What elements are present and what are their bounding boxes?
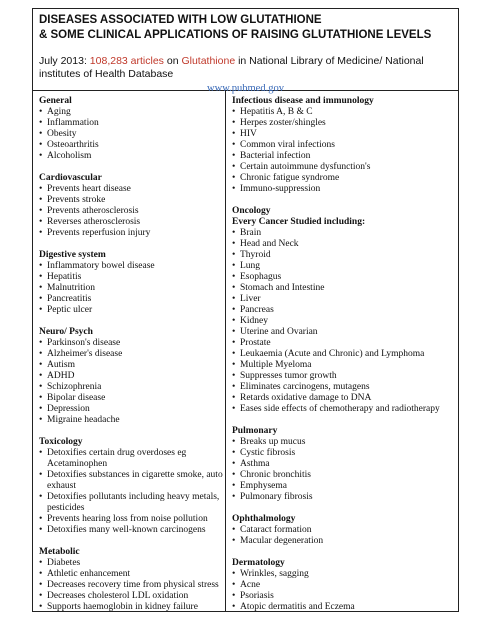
list-item: • Pancreatitis — [39, 294, 225, 305]
section-heading: Dermatology — [232, 558, 285, 568]
right-column — [226, 91, 458, 611]
list-item: • Suppresses tumor growth — [232, 371, 458, 382]
list-item: • Wrinkles, sagging — [232, 569, 458, 580]
title-line-1: DISEASES ASSOCIATED WITH LOW GLUTATHIONE — [39, 14, 322, 26]
list-item: • Parkinson's disease — [39, 338, 225, 349]
bullet-list — [232, 525, 458, 547]
section-cardiovascular — [33, 173, 225, 239]
section-heading: Toxicology — [39, 437, 83, 447]
list-item: • Detoxifies many well-known carcinogens — [39, 525, 225, 536]
left-column — [33, 91, 226, 611]
list-item: • Emphysema — [232, 481, 458, 492]
list-item: • Multiple Myeloma — [232, 360, 458, 371]
bullet-list — [39, 338, 225, 426]
section-infectious-disease-and-immunology — [226, 96, 458, 195]
list-item: • Alzheimer's disease — [39, 349, 225, 360]
section-oncology — [226, 206, 458, 415]
section-dermatology — [226, 558, 458, 613]
bullet-list — [39, 448, 225, 536]
section-pulmonary — [226, 426, 458, 503]
content-columns — [33, 91, 458, 611]
section-toxicology — [33, 437, 225, 536]
section-heading: Cardiovascular — [39, 173, 102, 183]
list-item: • Head and Neck — [232, 239, 458, 250]
list-item: • Common viral infections — [232, 140, 458, 151]
bullet-list — [39, 558, 225, 613]
list-item: • Bacterial infection — [232, 151, 458, 162]
list-item: • HIV — [232, 129, 458, 140]
section-heading: General — [39, 96, 72, 106]
bullet-list — [39, 184, 225, 239]
list-item: • Prostate — [232, 338, 458, 349]
list-item: • Inflammation — [39, 118, 225, 129]
document-header — [33, 9, 458, 94]
list-item: • Osteoarthritis — [39, 140, 225, 151]
list-item: • Cystic fibrosis — [232, 448, 458, 459]
section-heading: Pulmonary — [232, 426, 278, 436]
section-digestive-system — [33, 250, 225, 316]
list-item: • Chronic bronchitis — [232, 470, 458, 481]
section-neuro-psych — [33, 327, 225, 426]
list-item: • Autism — [39, 360, 225, 371]
section-heading: Ophthalmology — [232, 514, 296, 524]
list-item: • Prevents heart disease — [39, 184, 225, 195]
section-ophthalmology — [226, 514, 458, 547]
list-item: • Thyroid — [232, 250, 458, 261]
search-term: Glutathione — [181, 55, 236, 67]
list-item: • Immuno-suppression — [232, 184, 458, 195]
bullet-list — [232, 569, 458, 613]
list-item: • Eliminates carcinogens, mutagens — [232, 382, 458, 393]
bullet-list — [232, 228, 458, 415]
bullet-list — [232, 437, 458, 503]
section-heading: Infectious disease and immunology — [232, 96, 374, 106]
list-item: • Breaks up mucus — [232, 437, 458, 448]
list-item: • Prevents atherosclerosis — [39, 206, 225, 217]
info-prefix: July 2013: — [39, 55, 90, 67]
title-line-2: & SOME CLINICAL APPLICATIONS OF RAISING GLUTATHIONE LEVELS — [39, 29, 432, 41]
list-item: • Athletic enhancement — [39, 569, 225, 580]
list-item: • Lung — [232, 261, 458, 272]
section-heading: Oncology — [232, 206, 271, 216]
section-metabolic — [33, 547, 225, 613]
list-item: • Psoriasis — [232, 591, 458, 602]
list-item: • Chronic fatigue syndrome — [232, 173, 458, 184]
list-item: • Decreases recovery time from physical stress — [39, 580, 225, 591]
list-item: • Leukaemia (Acute and Chronic) and Lymphoma — [232, 349, 458, 360]
bullet-list — [39, 261, 225, 316]
list-item: • Hepatitis A, B & C — [232, 107, 458, 118]
list-item: • Detoxifies certain drug overdoses eg Acetaminophen — [39, 448, 225, 470]
info-suffix: in National Library of Medicine/ National institutes of Health Database — [39, 55, 424, 80]
list-item: • Depression — [39, 404, 225, 415]
list-item: • Peptic ulcer — [39, 305, 225, 316]
list-item: • Pulmonary fibrosis — [232, 492, 458, 503]
list-item: • Prevents hearing loss from noise pollution — [39, 514, 225, 525]
list-item: • Decreases cholesterol LDL oxidation — [39, 591, 225, 602]
list-item: • Alcoholism — [39, 151, 225, 162]
section-heading: Neuro/ Psych — [39, 327, 93, 337]
section-subheading: Every Cancer Studied including: — [232, 217, 366, 227]
list-item: • Retards oxidative damage to DNA — [232, 393, 458, 404]
list-item: • Herpes zoster/shingles — [232, 118, 458, 129]
list-item: • Brain — [232, 228, 458, 239]
list-item: • Asthma — [232, 459, 458, 470]
list-item: • Pancreas — [232, 305, 458, 316]
list-item: • Detoxifies substances in cigarette smoke, auto exhaust — [39, 470, 225, 492]
article-count: 108,283 articles — [89, 55, 164, 67]
list-item: • Atopic dermatitis and Eczema — [232, 602, 458, 613]
list-item: • Hepatitis — [39, 272, 225, 283]
list-item: • Obesity — [39, 129, 225, 140]
list-item: • Eases side effects of chemotherapy and radiotherapy — [232, 404, 458, 415]
list-item: • ADHD — [39, 371, 225, 382]
bullet-list — [232, 107, 458, 195]
list-item: • Schizophrenia — [39, 382, 225, 393]
list-item: • Esophagus — [232, 272, 458, 283]
section-heading: Metabolic — [39, 547, 80, 557]
list-item: • Aging — [39, 107, 225, 118]
list-item: • Prevents reperfusion injury — [39, 228, 225, 239]
list-item: • Reverses atherosclerosis — [39, 217, 225, 228]
list-item: • Certain autoimmune dysfunction's — [232, 162, 458, 173]
info-on: on — [163, 55, 182, 67]
list-item: • Supports haemoglobin in kidney failure — [39, 602, 225, 613]
section-heading: Digestive system — [39, 250, 106, 260]
document-frame — [32, 8, 459, 612]
list-item: • Macular degeneration — [232, 536, 458, 547]
pubmed-info — [39, 55, 452, 81]
list-item: • Uterine and Ovarian — [232, 327, 458, 338]
list-item: • Migraine headache — [39, 415, 225, 426]
pubmed-url[interactable]: www.pubmed.gov — [207, 83, 284, 94]
list-item: • Diabetes — [39, 558, 225, 569]
list-item: • Inflammatory bowel disease — [39, 261, 225, 272]
section-general — [33, 96, 225, 162]
list-item: • Kidney — [232, 316, 458, 327]
list-item: • Liver — [232, 294, 458, 305]
list-item: • Stomach and Intestine — [232, 283, 458, 294]
list-item: • Malnutrition — [39, 283, 225, 294]
list-item: • Bipolar disease — [39, 393, 225, 404]
list-item: • Detoxifies pollutants including heavy metals, pesticides — [39, 492, 225, 514]
list-item: • Prevents stroke — [39, 195, 225, 206]
list-item: • Cataract formation — [232, 525, 458, 536]
bullet-list — [39, 107, 225, 162]
list-item: • Acne — [232, 580, 458, 591]
